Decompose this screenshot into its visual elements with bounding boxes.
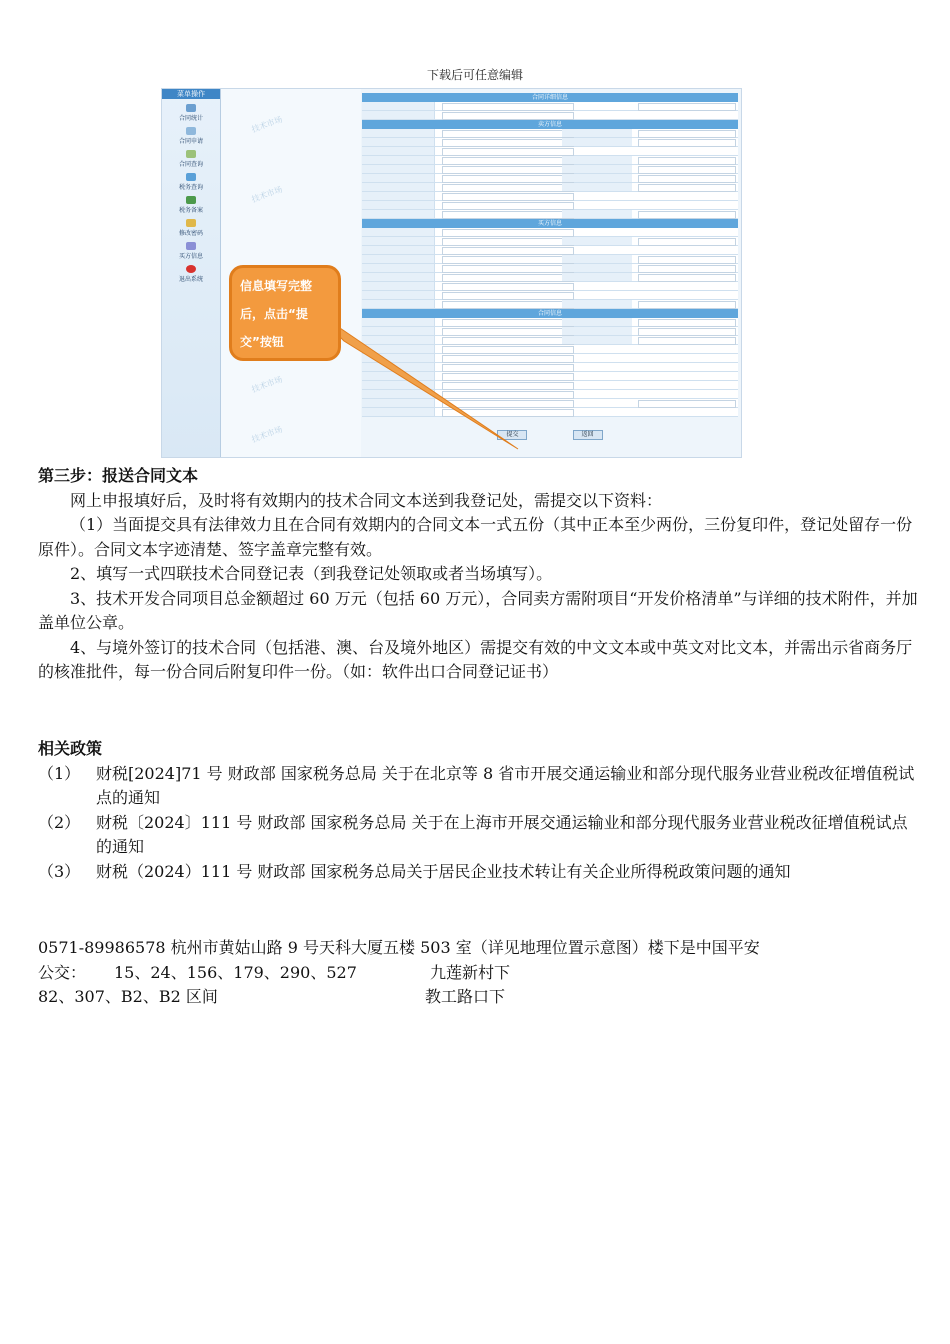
- policy-title: 相关政策: [38, 739, 103, 758]
- sidebar-title: 菜单操作: [162, 89, 220, 99]
- policy-number: （3）: [38, 861, 81, 881]
- callout-arrow: [312, 309, 518, 449]
- step3-item-3: 3、技术开发合同项目总金额超过 60 万元（包括 60 万元），合同卖方需附项目“开发价格清单”与详细的技术附件，并加盖单位公章。: [38, 588, 918, 632]
- sidebar-item-password[interactable]: 修改密码: [162, 219, 220, 237]
- step3-title: 第三步：报送合同文本: [38, 466, 199, 485]
- policy-item: [38, 811, 918, 860]
- bus-stop-1: 九莲新村下: [430, 962, 511, 982]
- watermark: 技术市场: [250, 114, 284, 135]
- policy-text: 财税（2024）111 号 财政部 国家税务总局关于居民企业技术转让有关企业所得税政策问题的通知: [96, 861, 791, 881]
- bus-label: 公交：: [38, 962, 87, 982]
- contact-address: 0571-89986578 杭州市黄姑山路 9 号天科大厦五楼 503 室（详见地理位置示意图）楼下是中国平安: [38, 938, 760, 957]
- policy-number: （2）: [38, 812, 81, 832]
- sidebar-item-tax-query[interactable]: 税务查询: [162, 173, 220, 191]
- bus-stop-2: 教工路口下: [425, 987, 506, 1006]
- system-screenshot: [161, 88, 742, 458]
- step3-item-1: （1）当面提交具有法律效力且在合同有效期内的合同文本一式五份（其中正本至少两份，三份复印件，登记处留存一份原件）。合同文本字迹清楚、签字盖章完整有效。: [38, 515, 913, 559]
- sidebar-item-buyer[interactable]: 买方信息: [162, 242, 220, 260]
- sidebar-item-tax-record[interactable]: 税务备案: [162, 196, 220, 214]
- sidebar-item-apply[interactable]: 合同申请: [162, 127, 220, 145]
- sidebar-item-query[interactable]: 合同查询: [162, 150, 220, 168]
- section-buyer: 买方信息: [362, 219, 738, 228]
- step3-intro: 网上申报填好后，及时将有效期内的技术合同文本送到我登记处，需提交以下资料：: [70, 490, 663, 510]
- bus-row-1: [38, 961, 918, 986]
- policy-number: （1）: [38, 763, 81, 783]
- policy-item: [38, 762, 918, 811]
- back-button[interactable]: 返回: [573, 430, 603, 440]
- policy-text: 财税[2024]71 号 财政部 国家税务总局 关于在北京等 8 省市开展交通运输业和部分现代服务业营业税改征增值税试点的通知: [96, 763, 915, 807]
- form-title: 合同详细信息: [362, 93, 738, 102]
- bus-row-2: [38, 985, 918, 1010]
- policy-item: [38, 860, 918, 885]
- section-seller: 卖方信息: [362, 120, 738, 129]
- callout-box: 信息填写完整后，点击“提交”按钮: [229, 265, 341, 361]
- policy-section: [38, 737, 918, 884]
- watermark: 技术市场: [250, 424, 284, 445]
- step3-item-2: 2、填写一式四联技术合同登记表（到我登记处领取或者当场填写）。: [70, 564, 553, 583]
- watermark: 技术市场: [250, 374, 284, 395]
- watermark: 技术市场: [250, 184, 284, 205]
- step3-item-4: 4、与境外签订的技术合同（包括港、澳、台及境外地区）需提交有效的中文文本或中英文对比文本，并需出示省商务厅的核准批件，每一份合同后附复印件一份。（如：软件出口合同登记证书）: [38, 637, 913, 681]
- contact-section: [38, 936, 918, 1010]
- policy-text: 财税〔2024〕111 号 财政部 国家税务总局 关于在上海市开展交通运输业和部分现代服务业营业税改征增值税试点的通知: [96, 812, 908, 856]
- sidebar-item-stats[interactable]: 合同统计: [162, 104, 220, 122]
- page-header: 下载后可任意编辑: [426, 68, 523, 82]
- submit-button[interactable]: 提交: [497, 430, 527, 440]
- bus-lines-1: 15、24、156、179、290、527: [114, 962, 357, 982]
- bus-lines-2: 82、307、B2、B2 区间: [38, 987, 218, 1006]
- section-contract: 合同信息: [362, 309, 738, 318]
- sidebar-item-logout[interactable]: 退出系统: [162, 265, 220, 283]
- step3-section: [38, 464, 918, 685]
